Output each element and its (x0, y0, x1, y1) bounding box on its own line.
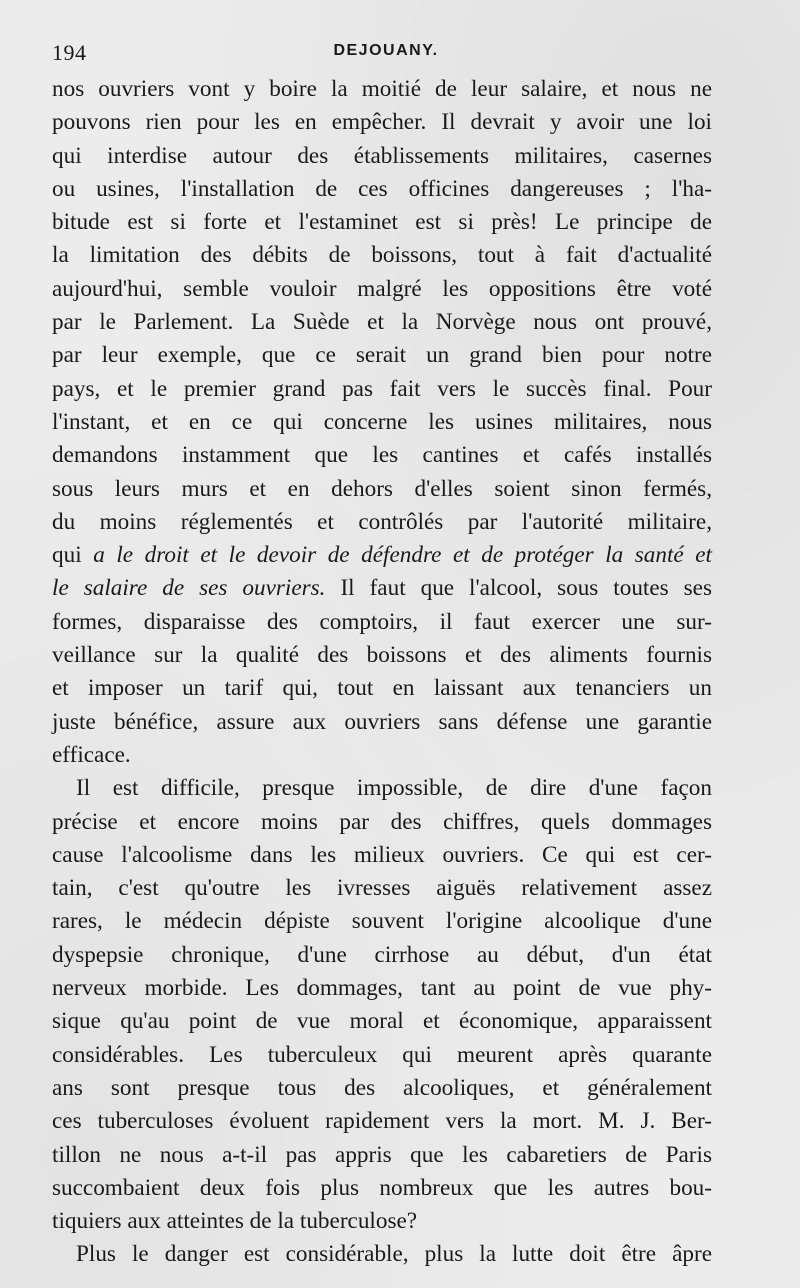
text-line: tillon ne nous a-t-il pas appris que les cabaretiers de Paris (52, 1141, 712, 1168)
text-line: tain, c'est qu'outre les ivresses aiguës relativement assez (52, 875, 712, 902)
text-line: ans sont presque tous des alcooliques, et généralement (52, 1074, 712, 1101)
text-line: nos ouvriers vont y boire la moitié de leur salaire, et nous ne (52, 76, 712, 102)
text-line: formes, disparaisse des comptoirs, il faut exercer une sur- (52, 608, 712, 635)
text-line-italic-mixed (52, 572, 712, 605)
text-line: considérables. Les tuberculeux qui meurent après quarante (52, 1041, 712, 1068)
text-line: ou usines, l'installation de ces officines dangereuses ; l'ha- (52, 175, 712, 202)
page-number: 194 (52, 40, 87, 65)
text-line: aujourd'hui, semble vouloir malgré les oppositions être voté (52, 275, 712, 302)
text-line: par leur exemple, que ce serait un grand bien pour notre (52, 342, 712, 369)
text-line: tiquiers aux atteintes de la tuberculose? (52, 1208, 418, 1235)
paragraph-first-line: Plus le danger est considérable, plus la lutte doit être âpre (76, 1241, 712, 1268)
text-line: qui interdise autour des établissements militaires, casernes (52, 142, 712, 169)
text-line-italic-mixed (52, 539, 712, 572)
text-line: par le Parlement. La Suède et la Norvège nous ont prouvé, (52, 309, 712, 336)
text-line: bitude est si forte et l'estaminet est si près! Le principe de (52, 209, 712, 236)
text-line: dyspepsie chronique, d'une cirrhose au début, d'un état (52, 941, 712, 968)
text-line: précise et encore moins par des chiffres, quels dommages (52, 808, 712, 835)
text-line: pays, et le premier grand pas fait vers le succès final. Pour (52, 375, 712, 402)
text-line: juste bénéfice, assure aux ouvriers sans défense une garantie (52, 708, 712, 735)
paragraph-first-line: Il est difficile, presque impossible, de dire d'une façon (76, 775, 712, 802)
text-line: l'instant, et en ce qui concerne les usines militaires, nous (52, 408, 712, 435)
text-line: efficace. (52, 741, 131, 768)
text-line: et imposer un tarif qui, tout en laissant aux tenanciers un (52, 675, 712, 702)
text-line: cause l'alcoolisme dans les milieux ouvriers. Ce qui est cer- (52, 841, 712, 868)
text-line: sous leurs murs et en dehors d'elles soient sinon fermés, (52, 475, 712, 502)
running-head (52, 40, 720, 66)
text-line: nerveux morbide. Les dommages, tant au point de vue phy- (52, 975, 712, 1002)
plain-text: qui (52, 542, 94, 569)
text-line: succombaient deux fois plus nombreux que les autres bou- (52, 1174, 712, 1201)
italic-text: le salaire de ses ouvriers. (52, 575, 326, 602)
text-line: rares, le médecin dépiste souvent l'origine alcoolique d'une (52, 908, 712, 935)
running-title: DEJOUANY. (333, 42, 439, 59)
text-line: la limitation des débits de boissons, tout à fait d'actualité (52, 242, 712, 269)
plain-text: Il faut que l'alcool, sous toutes ses (325, 575, 713, 602)
text-line: demandons instamment que les cantines et cafés installés (52, 442, 712, 469)
text-line: du moins réglementés et contrôlés par l'autorité militaire, (52, 508, 712, 535)
text-line: sique qu'au point de vue moral et économique, apparaissent (52, 1008, 712, 1035)
text-line: veillance sur la qualité des boissons et des aliments fournis (52, 642, 712, 669)
text-line: pouvons rien pour les en empêcher. Il devrait y avoir une loi (52, 109, 712, 136)
italic-text: a le droit et le devoir de défendre et de protéger la santé et (93, 542, 712, 569)
body-text (52, 73, 712, 1272)
text-line: ces tuberculoses évoluent rapidement vers la mort. M. J. Ber- (52, 1108, 712, 1135)
